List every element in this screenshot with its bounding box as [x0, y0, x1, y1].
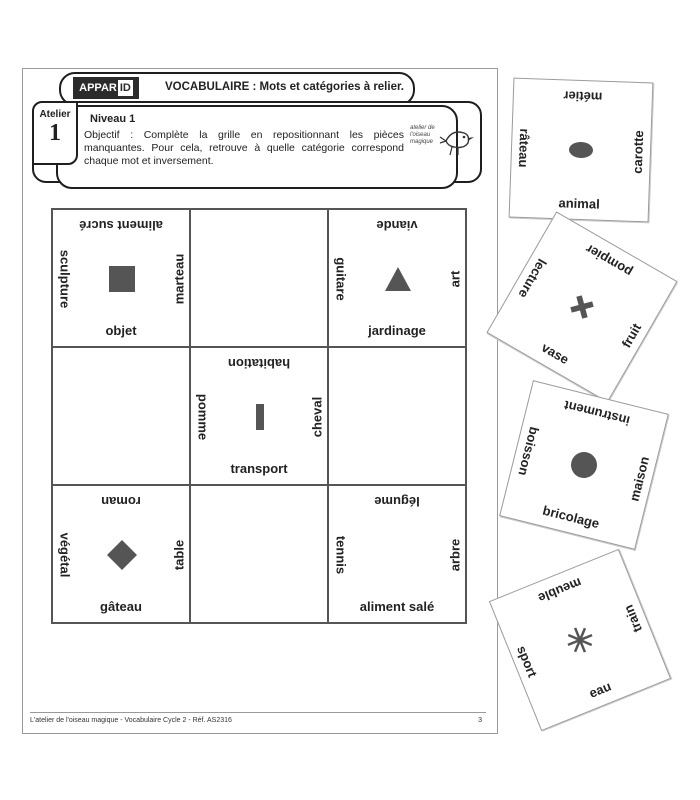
grid-piece [52, 209, 190, 347]
bird-icon [438, 119, 478, 159]
word-right: maison [626, 454, 653, 503]
bar-icon [245, 402, 275, 432]
word-top: roman [101, 494, 141, 509]
atelier-number: 1 [49, 120, 61, 146]
footer-text: L'atelier de l'oiseau magique - Vocabulaire Cycle 2 - Réf. AS2316 [30, 717, 232, 724]
empty-slot[interactable] [190, 485, 328, 623]
word-right: art [447, 270, 463, 288]
word-top: habitation [227, 356, 291, 371]
instructions-box [32, 101, 482, 183]
word-right: train [620, 602, 646, 635]
brand-logo [410, 119, 480, 159]
word-bottom: transport [230, 461, 288, 476]
cross-icon [562, 287, 603, 328]
word-bottom: bricolage [541, 502, 601, 532]
grid-piece [190, 347, 328, 485]
word-right: fruit [618, 320, 645, 351]
word-left: boisson [515, 425, 542, 478]
page-title: VOCABULAIRE : Mots et catégories à relier. [165, 81, 405, 93]
word-bottom: animal [558, 195, 600, 212]
word-top: métier [563, 88, 603, 105]
atelier-tab [32, 101, 78, 165]
word-bottom: eau [586, 678, 614, 701]
asterisk-icon [560, 620, 599, 659]
word-right: table [171, 539, 187, 571]
word-bottom: vase [538, 339, 572, 368]
word-top: viande [376, 218, 418, 233]
level-label: Niveau 1 [90, 113, 136, 125]
word-top: instrument [562, 397, 632, 429]
instructions-panel [56, 105, 458, 189]
word-top: meuble [536, 574, 584, 606]
word-right: arbre [447, 538, 463, 572]
word-left: râteau [515, 128, 533, 168]
appar-id-logo [73, 77, 139, 99]
word-left: lecture [515, 256, 550, 301]
oval-icon [565, 134, 596, 165]
objective-text: Objectif : Complète la grille en repositionnant les pièces manquantes. Pour cela, retrouve à quelle catégorie correspond chaque mot et inversement. [84, 129, 404, 167]
grid-piece [52, 485, 190, 623]
logo-id: ID [119, 82, 131, 94]
grid-piece [328, 209, 466, 347]
word-bottom: gâteau [100, 599, 142, 614]
word-top: légume [374, 494, 420, 509]
puzzle-grid [51, 208, 467, 624]
loose-piece[interactable] [489, 549, 671, 731]
empty-slot[interactable] [190, 209, 328, 347]
word-left: sculpture [57, 249, 73, 309]
loose-piece[interactable] [499, 380, 669, 550]
diamond-icon [107, 540, 137, 570]
square-icon [107, 264, 137, 294]
loose-piece[interactable] [486, 211, 677, 402]
atelier-label: Atelier [39, 109, 71, 120]
empty-slot[interactable] [328, 347, 466, 485]
word-bottom: objet [105, 323, 137, 338]
logo-text: APPAR [79, 82, 117, 94]
word-top: pompier [582, 241, 635, 280]
word-right: cheval [309, 396, 325, 438]
grid-piece [328, 485, 466, 623]
word-left: guitare [333, 257, 349, 301]
word-bottom: aliment salé [359, 599, 435, 614]
brand-text: atelier de l'oiseau magique [410, 125, 435, 145]
loose-piece[interactable] [509, 78, 654, 223]
word-right: marteau [171, 253, 187, 305]
page-number: 3 [478, 717, 482, 724]
word-top: aliment sucré [79, 218, 163, 233]
triangle-icon [383, 264, 413, 294]
word-right: carotte [629, 130, 647, 174]
crescent-icon [383, 540, 413, 570]
word-left: végétal [57, 532, 73, 578]
word-left: tennis [333, 535, 349, 575]
word-left: pomme [195, 393, 211, 441]
circle-icon [566, 447, 602, 483]
empty-slot[interactable] [52, 347, 190, 485]
word-left: sport [514, 643, 541, 680]
word-bottom: jardinage [368, 323, 426, 338]
page-footer [30, 712, 486, 724]
